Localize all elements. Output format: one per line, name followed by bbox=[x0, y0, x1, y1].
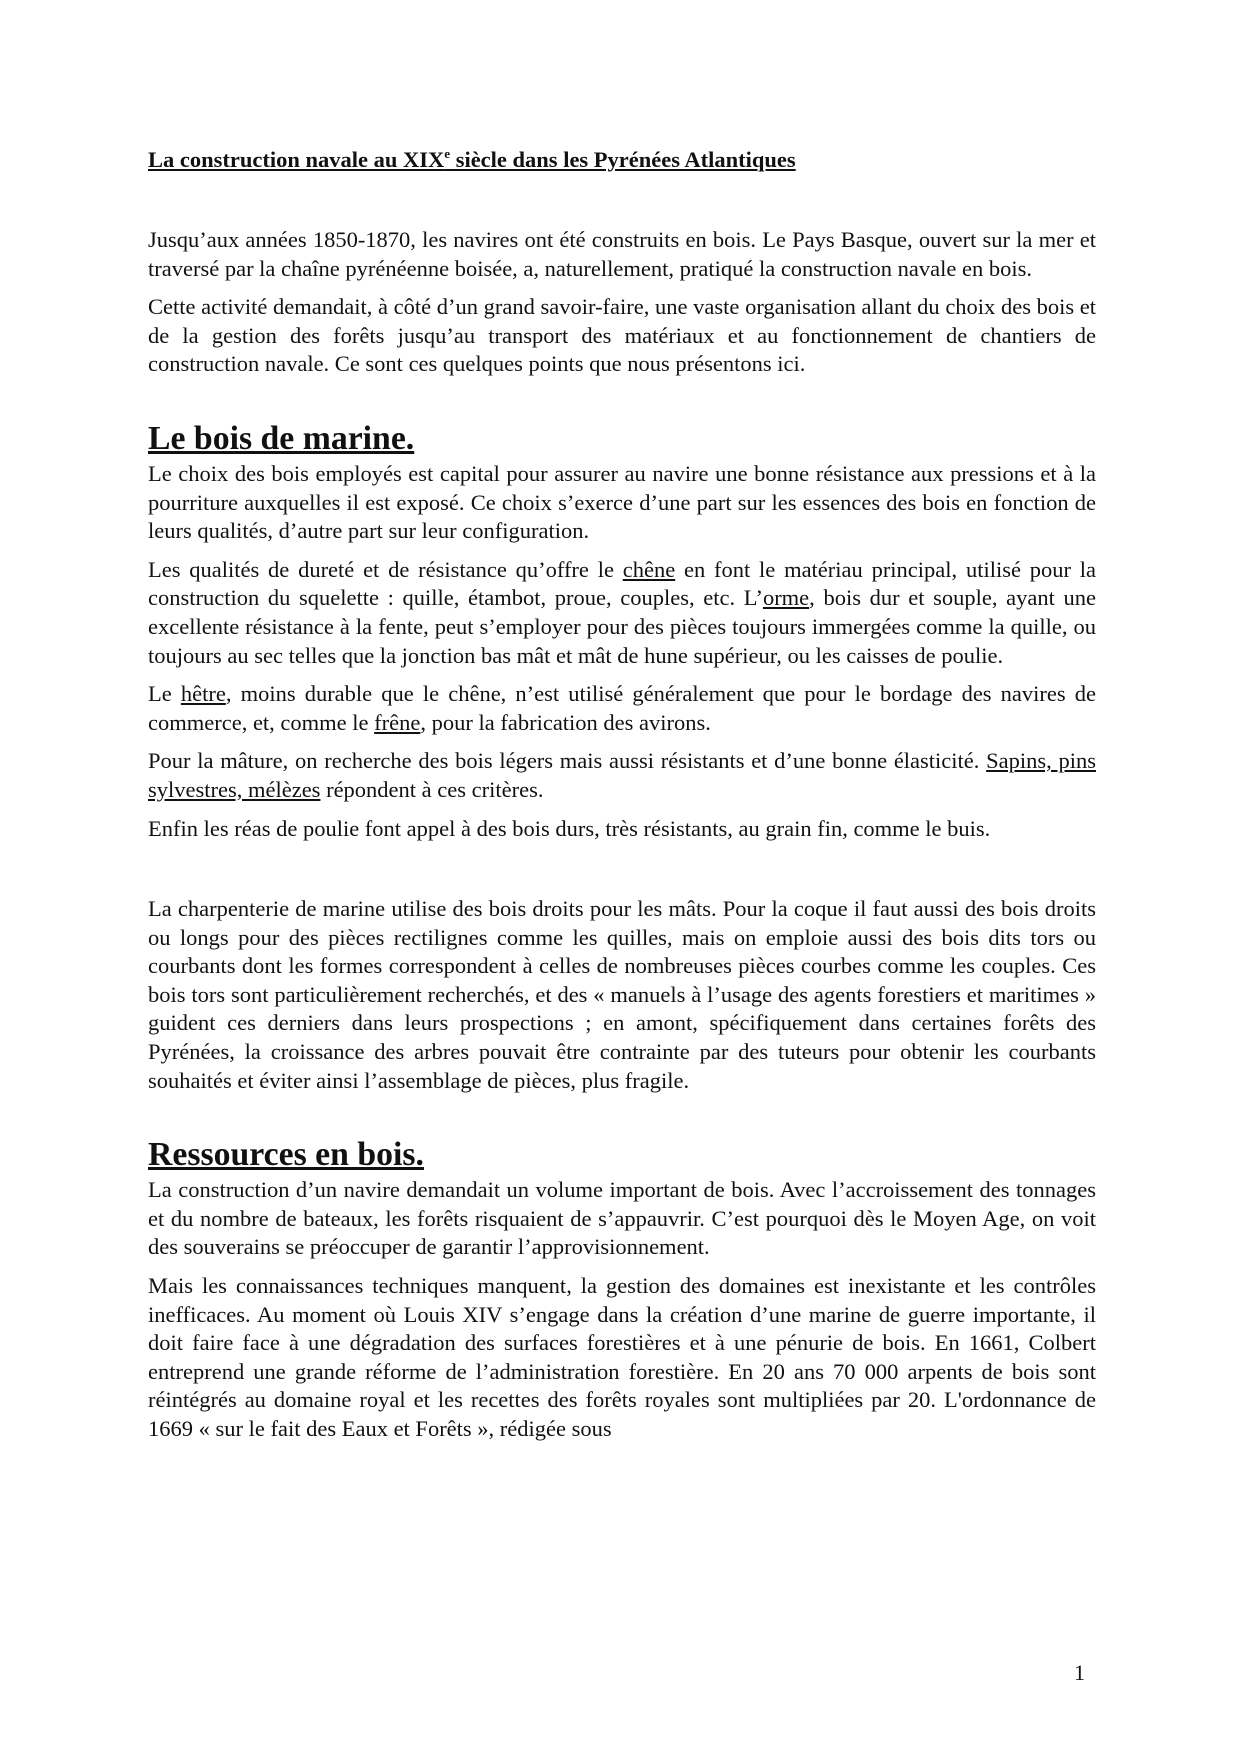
title-text-end: siècle dans les Pyrénées Atlantiques bbox=[450, 147, 796, 172]
bois-marine-paragraph-2 bbox=[148, 556, 1096, 670]
bois-marine-paragraph-4 bbox=[148, 747, 1096, 804]
text-span: Pour la mâture, on recherche des bois légers mais aussi résistants et d’une bonne élasticité. bbox=[148, 748, 987, 774]
text-span: en font le matériau principal, utilisé pour la construction du squelette : quille, étambot, proue, couples, etc. L’ bbox=[148, 556, 1097, 611]
text-span: , pour la fabrication des avirons. bbox=[420, 709, 711, 735]
text-span: , moins durable que le chêne, n’est utilisé généralement que pour le bordage des navires de commerce, et, comme le bbox=[148, 681, 1097, 735]
bois-marine-paragraph-6: La charpenterie de marine utilise des bois droits pour les mâts. Pour la coque il faut aussi des bois droits ou longs pour des pièces rectilignes comme les quilles, mais on emploie aussi des bois dits tors ou courbants dont les formes correspondent à celles de nombreuses pièces courbes comme les couples. Ces bois tors sont particulièrement recherchés, et des « manuels à l’usage des agents forestiers et maritimes » guident ces derniers dans leurs prospections ; en amont, spécifiquement dans certaines forêts des Pyrénées, la croissance des arbres pouvait être contrainte par des tuteurs pour obtenir les courbants souhaités et éviter ainsi l’assemblage de pièces, plus fragile. bbox=[148, 896, 1096, 1093]
text-span: , bois dur et souple, ayant une excellente résistance à la fente, peut s’employer pour des pièces toujours immergées comme la quille, ou toujours au sec telles que la jonction bas mât et mât de hune supérieur, ou les caisses de poulie. bbox=[148, 585, 1096, 668]
text-span: Le bbox=[148, 681, 181, 707]
underlined-term-chene: chêne bbox=[622, 556, 676, 582]
underlined-term-frene: frêne bbox=[374, 709, 421, 735]
text-span: Les qualités de dureté et de résistance qu’offre le bbox=[148, 556, 623, 582]
ressources-paragraph-2: Mais les connaissances techniques manquent, la gestion des domaines est inexistante et les contrôles inefficaces. Au moment où Louis XIV s’engage dans la création d’une marine de guerre importante, il doit faire face à une dégradation des surfaces forestières et à une pénurie de bois. En 1661, Colbert entreprend une grande réforme de l’administration forestière. En 20 ans 70 000 arpents de bois sont réintégrés au domaine royal et les recettes des forêts royales sont multipliées par 20. L'ordonnance de 1669 « sur le fait des Eaux et Forêts », rédigée sous bbox=[148, 1273, 1096, 1441]
document-title bbox=[148, 146, 1096, 174]
underlined-term-resineux: Sapins, pins sylvestres, mélèzes bbox=[148, 748, 1097, 802]
bois-marine-paragraph-3 bbox=[148, 680, 1096, 737]
section-heading-ressources: Ressources en bois. bbox=[148, 1136, 424, 1174]
bois-marine-paragraph-5: Enfin les réas de poulie font appel à des bois durs, très résistants, au grain fin, comme le buis. bbox=[148, 815, 991, 841]
title-superscript: e bbox=[444, 146, 451, 161]
bois-marine-paragraph-1: Le choix des bois employés est capital pour assurer au navire une bonne résistance aux pressions et à la pourriture auxquelles il est exposé. Ce choix s’exerce d’une part sur les essences des bois en fonction de leurs qualités, d’autre part sur leur configuration. bbox=[148, 460, 1096, 544]
page-number: 1 bbox=[1074, 1660, 1085, 1685]
document-page bbox=[148, 146, 1096, 1444]
intro-paragraph-2: Cette activité demandait, à côté d’un grand savoir-faire, une vaste organisation allant du choix des bois et de la gestion des forêts jusqu’au transport des matériaux et au fonctionnement de chantiers de construction navale. Ce sont ces quelques points que nous présentons ici. bbox=[148, 294, 1096, 377]
text-span: répondent à ces critères. bbox=[320, 776, 544, 802]
underlined-term-orme: orme bbox=[762, 585, 810, 611]
intro-paragraph-1: Jusqu’aux années 1850-1870, les navires ont été construits en bois. Le Pays Basque, ouvert sur la mer et traversé par la chaîne pyrénéenne boisée, a, naturellement, pratiqué la construction navale en bois. bbox=[148, 227, 1096, 281]
title-text-start: La construction navale au XIX bbox=[148, 147, 445, 172]
section-heading-bois-marine: Le bois de marine. bbox=[148, 419, 415, 457]
ressources-paragraph-1: La construction d’un navire demandait un volume important de bois. Avec l’accroissement des tonnages et du nombre de bateaux, les forêts risquaient de s’appauvrir. C’est pourquoi dès le Moyen Age, on voit des souverains se préoccuper de garantir l’approvisionnement. bbox=[148, 1177, 1096, 1260]
underlined-term-hetre: hêtre bbox=[180, 681, 226, 707]
